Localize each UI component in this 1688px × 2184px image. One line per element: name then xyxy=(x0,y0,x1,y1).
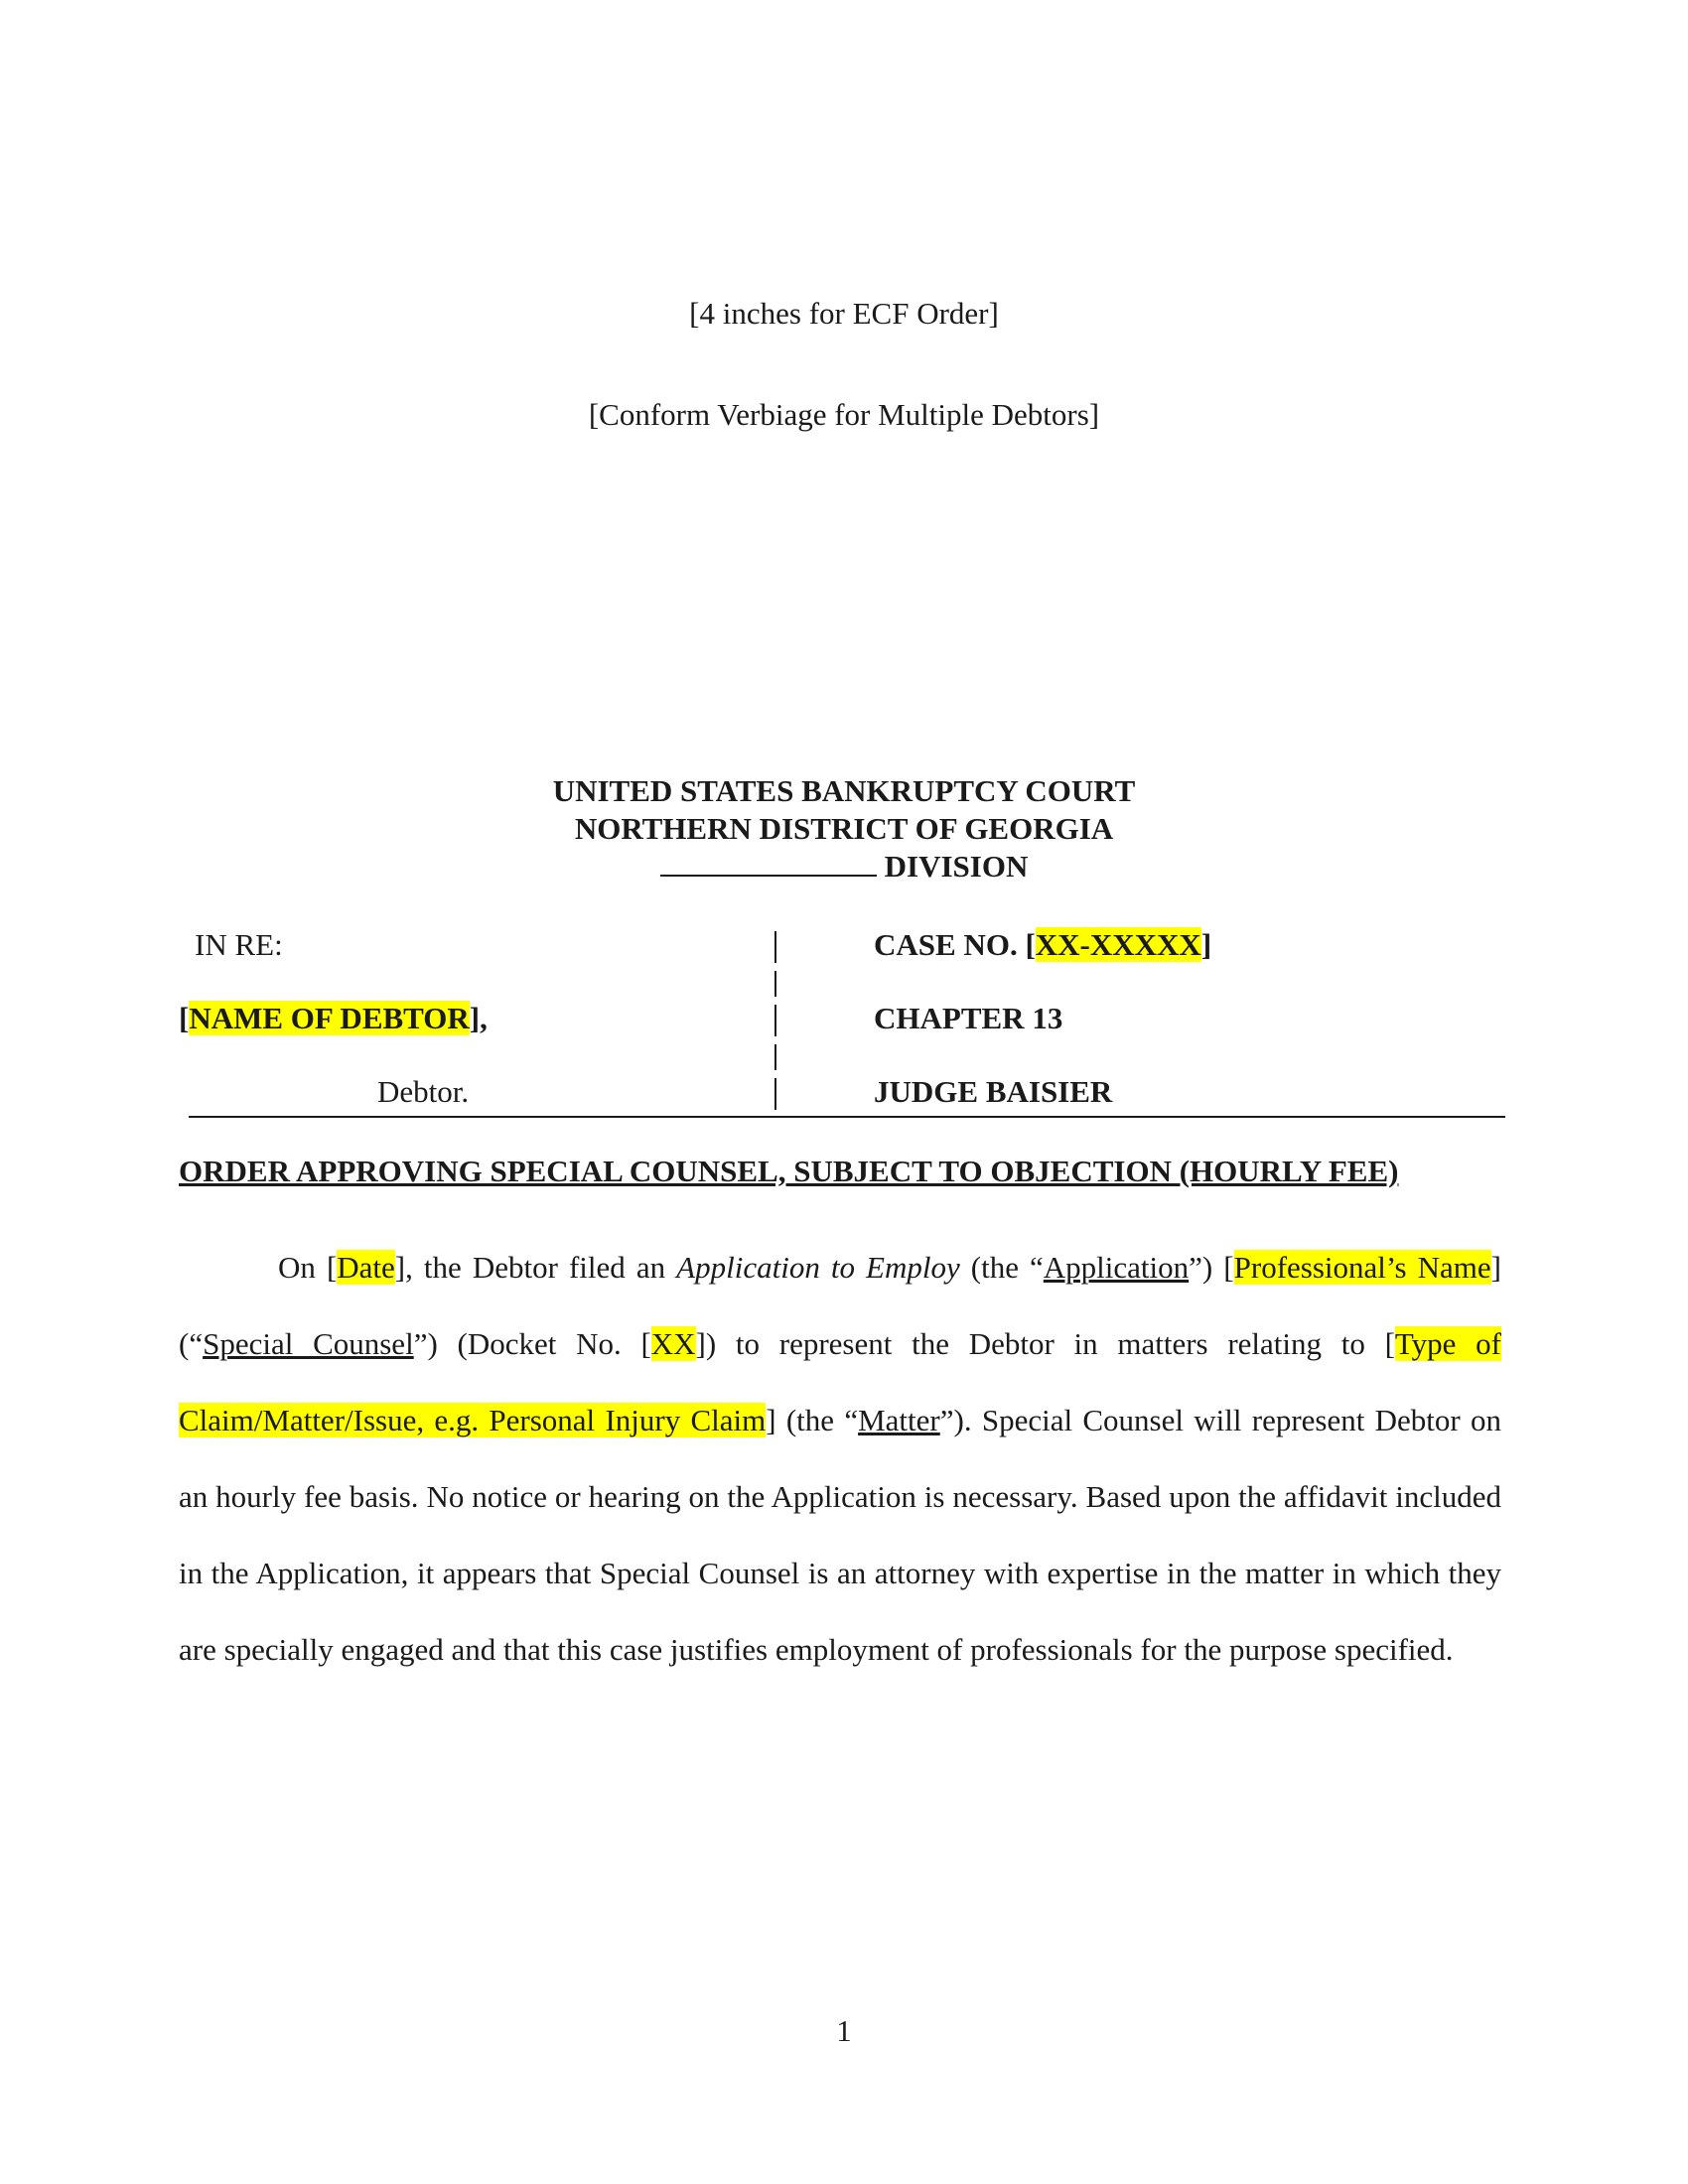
professional-name-placeholder: Professional’s Name xyxy=(1233,1250,1491,1285)
caption-divider xyxy=(774,1044,776,1070)
caption-divider xyxy=(774,931,776,963)
court-name: UNITED STATES BANKRUPTCY COURT xyxy=(552,773,1136,808)
in-re-label: IN RE: xyxy=(195,927,283,962)
page-number: 1 xyxy=(836,2013,852,2048)
special-counsel-defined-term: Special Counsel xyxy=(203,1326,414,1361)
caption-divider xyxy=(774,1005,776,1036)
matter-type-placeholder: Type of Claim/Matter/Issue, e.g. Personal Injury Claim xyxy=(179,1326,1501,1437)
ecf-space-note: [4 inches for ECF Order] xyxy=(689,296,999,331)
caption-rule xyxy=(189,1116,1505,1118)
case-number-placeholder: XX-XXXXX xyxy=(1035,927,1201,962)
order-body-paragraph: On [Date], the Debtor filed an Application to Employ (the “Application”) [Professional’s Name] (“Special Counsel”) (Docket No. [XX]) to represent the Debtor in matters relating to [Type of Claim/Matter/Issue, e.g. Personal Injury Claim] (the “Matter”). Special Counsel will represent Debtor on an hourly fee basis. No notice or hearing on the Application is necessary. Based upon the affidavit included in the Application, it appears that Special Counsel is an attorney with expertise in the matter in which they are specially engaged and that this case justifies employment of professionals for the purpose specified. xyxy=(179,1250,1501,1667)
conform-verbiage-note: [Conform Verbiage for Multiple Debtors] xyxy=(588,397,1100,432)
debtor-label: Debtor. xyxy=(377,1074,470,1109)
matter-defined-term: Matter xyxy=(858,1403,940,1437)
order-title: ORDER APPROVING SPECIAL COUNSEL, SUBJECT TO OBJECTION (HOURLY FEE) xyxy=(179,1154,1399,1188)
caption-divider xyxy=(774,1078,776,1110)
docket-placeholder: XX xyxy=(650,1326,696,1361)
application-defined-term: Application xyxy=(1043,1250,1190,1285)
caption-divider xyxy=(774,971,776,997)
court-district: NORTHERN DISTRICT OF GEORGIA xyxy=(574,811,1114,846)
date-placeholder: Date xyxy=(337,1250,395,1285)
court-division xyxy=(0,848,1688,886)
case-number-line: CASE NO. [XX-XXXXX] xyxy=(874,927,1212,962)
judge-label: JUDGE BAISIER xyxy=(874,1074,1113,1109)
debtor-name-placeholder: NAME OF DEBTOR xyxy=(189,1001,470,1035)
chapter-label: CHAPTER 13 xyxy=(874,1001,1063,1035)
division-blank xyxy=(660,848,877,877)
debtor-name-line: [NAME OF DEBTOR], xyxy=(179,1001,488,1035)
division-label: DIVISION xyxy=(884,849,1029,884)
application-title: Application to Employ xyxy=(676,1250,960,1285)
